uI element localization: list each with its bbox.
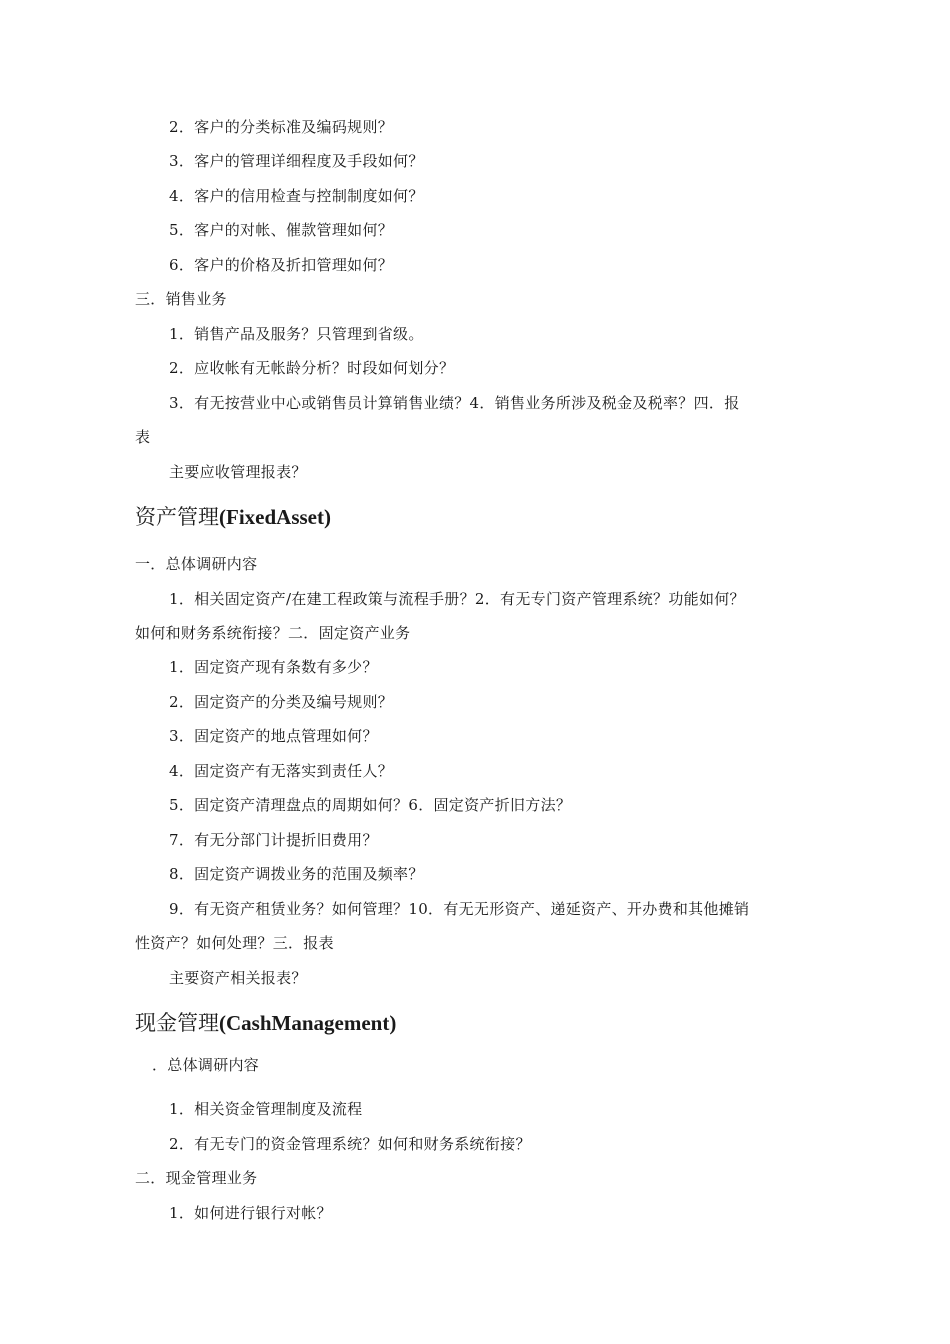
list-item: 2．有无专门的资金管理系统？如何和财务系统衔接？ [169,1135,531,1153]
list-item: 3．固定资产的地点管理如何？ [169,727,378,745]
list-item: 1．如何进行银行对帐？ [169,1204,332,1222]
list-item: 2．客户的分类标准及编码规则？ [169,118,394,136]
title-en: (CashManagement) [219,1011,397,1035]
list-item-continuation: 表 [135,428,151,446]
list-item: 5．固定资产清理盘点的周期如何？6．固定资产折旧方法？ [169,796,572,814]
list-item: 4．客户的信用检查与控制制度如何？ [169,187,424,205]
title-cn: 现金管理 [135,1011,219,1035]
section-title-cash-management [135,1009,396,1037]
list-item: 6．客户的价格及折扣管理如何？ [169,256,394,274]
list-item: 4．固定资产有无落实到责任人？ [169,762,394,780]
report-line: 主要应收管理报表？ [169,463,307,481]
section-heading: 二．现金管理业务 [135,1169,258,1187]
report-line: 主要资产相关报表？ [169,969,307,987]
list-item: 9．有无资产租赁业务？如何管理？10．有无无形资产、递延资产、开办费和其他摊销 [169,900,750,918]
list-item: 3．有无按营业中心或销售员计算销售业绩？4．销售业务所涉及税金及税率？四．报 [169,394,740,412]
section-heading: ．总体调研内容 [152,1056,260,1074]
list-item: 8．固定资产调拨业务的范围及频率？ [169,865,424,883]
list-item: 1．相关资金管理制度及流程 [169,1100,363,1118]
section-title-fixed-asset [135,503,331,531]
section-heading: 三．销售业务 [135,290,227,308]
list-item: 2．应收帐有无帐龄分析？时段如何划分？ [169,359,455,377]
list-item-continuation: 如何和财务系统衔接？二．固定资产业务 [135,624,411,642]
title-en: (FixedAsset) [219,505,331,529]
list-item: 2．固定资产的分类及编号规则？ [169,693,394,711]
section-heading: 一．总体调研内容 [135,555,258,573]
title-cn: 资产管理 [135,505,219,529]
list-item-continuation: 性资产？如何处理？三．报表 [135,934,334,952]
list-item: 1．固定资产现有条数有多少？ [169,658,378,676]
list-item: 5．客户的对帐、催款管理如何？ [169,221,394,239]
list-item: 1．相关固定资产/在建工程政策与流程手册？2．有无专门资产管理系统？功能如何？ [169,590,745,608]
list-item: 7．有无分部门计提折旧费用？ [169,831,378,849]
list-item: 3．客户的管理详细程度及手段如何？ [169,152,424,170]
list-item: 1．销售产品及服务？只管理到省级。 [169,325,424,343]
